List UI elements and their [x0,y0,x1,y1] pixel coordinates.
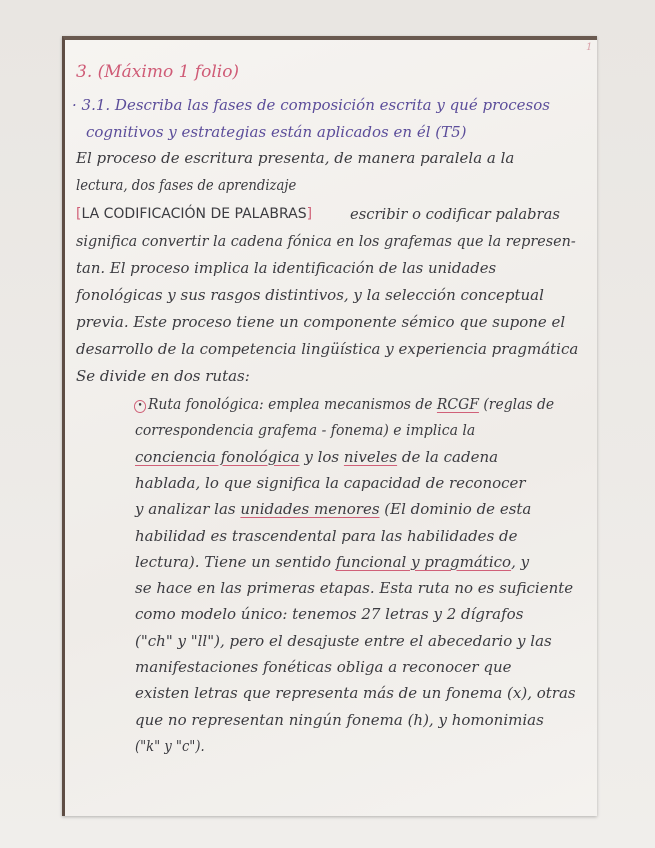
section-heading [76,204,312,224]
question-line: cognitivos y estrategias están aplicados en él (T5) [86,123,467,141]
text-segment: se hace en las primeras etapas. Esta ruta no es suficiente [135,579,574,598]
text-segment: existen letras que representa más de un fonema (x), otras [135,684,576,703]
bullet-line [135,420,475,440]
text-segment: y los [299,447,344,466]
text-segment: como modelo único: tenemos 27 letras y 2 dígrafos [135,605,524,624]
text-segment: previa. Este proceso tiene un componente sémico que supone el [76,313,566,331]
underlined-term: funcional y pragmático [335,552,512,571]
section-heading-text: LA CODIFICACIÓN DE PALABRAS [81,206,307,222]
text-segment: ("ch" y "ll"), pero el desajuste entre el abecedario y las [135,631,552,650]
bracket-open: [ [76,206,82,222]
bullet-line [135,736,205,756]
underlined-term: conciencia fonológica [135,447,300,466]
section-line [76,366,250,386]
bullet-line [135,683,576,703]
bullet-line [135,657,512,677]
text-segment: Se divide en dos rutas: [76,367,250,385]
bullet-marker: • [134,400,146,413]
bullet-line [135,631,552,651]
text-segment: habilidad es trascendental para las habilidades de [135,526,518,545]
bullet-line [135,604,523,624]
text-segment: (reglas de [478,395,555,413]
bullet-line [134,394,554,414]
text-segment: lectura). Tiene un sentido [135,552,336,571]
text-segment: de la cadena [397,447,499,466]
exercise-title: 3. (Máximo 1 folio) [76,62,240,82]
underlined-term: niveles [343,447,398,466]
underlined-term: RCGF [436,395,479,413]
bullet-line [135,710,544,730]
intro-line: El proceso de escritura presenta, de manera paralela a la [76,149,515,167]
text-segment: tan. El proceso implica la identificación de las unidades [76,259,497,277]
bullet-line [135,526,518,546]
text-segment: hablada, lo que significa la capacidad de reconocer [135,473,526,492]
section-line [350,204,560,224]
page-number: 1 [586,42,593,53]
section-line [76,312,565,332]
text-segment: ("k" y "c"). [135,736,205,755]
text-segment: significa convertir la cadena fónica en los grafemas que la represen- [76,232,576,250]
question-line: · 3.1. Describa las fases de composición escrita y qué procesos [72,96,550,114]
text-segment: desarrollo de la competencia lingüística y experiencia pragmática [76,340,579,358]
text-segment: manifestaciones fonéticas obliga a reconocer que [135,658,512,676]
bullet-line [135,473,526,493]
bullet-line [135,447,498,467]
text-segment: que no representan ningún fonema (h), y homonimias [135,710,544,729]
bracket-close: ] [306,206,313,222]
text-segment: (El dominio de esta [379,500,532,519]
bullet-line [135,578,573,598]
text-segment: , y [511,552,530,571]
text-segment: Ruta fonológica: emplea mecanismos de [147,395,437,413]
text-segment: correspondencia grafema - fonema) e implica la [135,421,476,440]
section-line [76,285,544,305]
section-line [76,258,496,278]
section-line [76,339,578,359]
text-segment: fonológicas y sus rasgos distintivos, y la selección conceptual [76,286,544,304]
bullet-line [135,552,529,572]
text-segment: escribir o codificar palabras [350,205,560,223]
bullet-line [135,499,531,519]
underlined-term: unidades menores [240,500,380,519]
text-segment: y analizar las [135,500,241,519]
section-line [76,231,576,251]
intro-line: lectura, dos fases de aprendizaje [76,176,297,194]
